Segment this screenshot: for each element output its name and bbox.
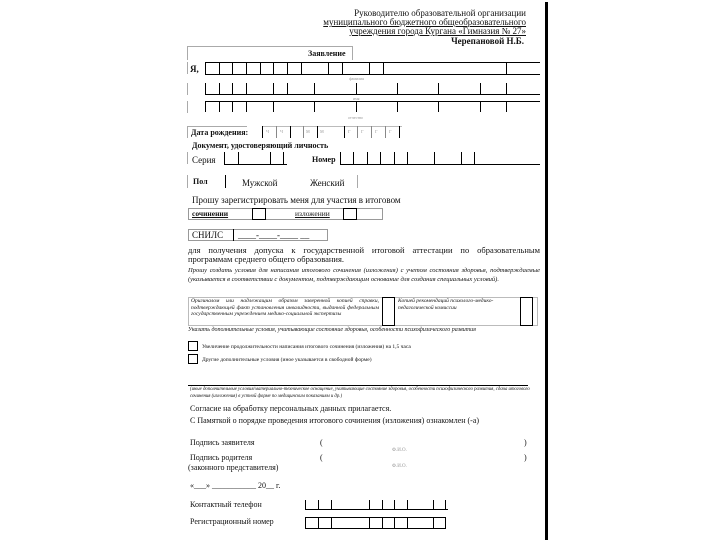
dob-label: Дата рождения: bbox=[191, 128, 249, 137]
condition-pmpk-recommendation: Копией рекомендаций психолого-медико-педагогической комиссии bbox=[398, 298, 494, 311]
footnote-text: (иные дополнительные условия/материально-техническое оснащение, учитывающие состояние здоровья, особенности психофизического развития, сдача итогового сочинения (изложения) в устной форме по медицинским показаниям и др.) bbox=[190, 387, 530, 399]
divider bbox=[187, 62, 188, 74]
dob-cell: г bbox=[389, 129, 392, 135]
fio-hint: Ф.И.О. bbox=[392, 464, 407, 469]
gender-female-option[interactable]: Женский bbox=[310, 178, 345, 188]
gender-label: Пол bbox=[193, 177, 208, 186]
addressee-line-3: учреждения города Кургана «Гимназия № 27» bbox=[349, 26, 526, 36]
date-line[interactable]: «___» ___________ 20__ г. bbox=[190, 481, 281, 490]
request-text: Прошу зарегистрировать меня для участия в итоговом bbox=[192, 195, 401, 205]
document-label: Документ, удостоверяющий личность bbox=[192, 141, 329, 150]
female-checkbox[interactable] bbox=[357, 175, 358, 188]
dob-cell: г bbox=[361, 129, 364, 135]
series-label: Серия bbox=[192, 155, 216, 165]
patronymic-hint: отчество bbox=[348, 115, 363, 120]
purpose-text: для получения допуска к государственной итоговой аттестации по образовательным программам среднего общего образования. bbox=[188, 245, 540, 264]
snils-label: СНИЛС bbox=[192, 230, 224, 240]
divider bbox=[187, 175, 188, 188]
applicant-prefix: Я, bbox=[190, 64, 199, 74]
name-hint: имя bbox=[353, 96, 360, 101]
option-essay-checkbox[interactable] bbox=[252, 208, 266, 220]
dob-cell: г bbox=[348, 129, 351, 135]
condition-pmpk-checkbox[interactable] bbox=[520, 297, 533, 326]
applicant-signature-field[interactable] bbox=[324, 446, 524, 447]
page-edge bbox=[545, 2, 548, 540]
paren-open: ( bbox=[320, 438, 323, 447]
divider bbox=[187, 46, 188, 60]
extended-time-label: Увеличение продолжительности написания итогового сочинения (изложения) на 1,5 часа bbox=[202, 344, 411, 350]
fio-hint: Ф.И.О. bbox=[392, 448, 407, 453]
parent-signature-label-2: (законного представителя) bbox=[188, 463, 279, 472]
dob-cell: ч bbox=[280, 129, 284, 135]
other-conditions-checkbox[interactable] bbox=[188, 354, 198, 364]
applicant-signature-label: Подпись заявителя bbox=[190, 438, 255, 447]
extended-time-checkbox[interactable] bbox=[188, 341, 198, 351]
number-label: Номер bbox=[312, 155, 336, 164]
consent-text: Согласие на обработку персональных данных прилагается. bbox=[190, 404, 392, 413]
condition-disability-certificate: Оригиналом или надлежащим образом заверенной копией справки, подтверждающей факт установления инвалидности, выданной федеральным государственным учреждением медико-социальной экспертизы bbox=[191, 298, 379, 317]
divider bbox=[187, 152, 188, 164]
condition-disability-checkbox[interactable] bbox=[382, 297, 395, 326]
additional-intro: Указать дополнительные условия, учитывающие состояние здоровья, особенности психофизического развития bbox=[188, 327, 476, 333]
divider bbox=[187, 126, 188, 138]
acknowledgement-text: С Памяткой о порядке проведения итогового сочинения (изложения) ознакомлен (-а) bbox=[190, 416, 480, 425]
surname-hint: фамилия bbox=[349, 76, 365, 81]
divider bbox=[187, 126, 247, 127]
male-checkbox[interactable] bbox=[225, 175, 226, 188]
parent-signature-label: Подпись родителя bbox=[190, 453, 253, 462]
other-conditions-label: Другие дополнительные условия (иное указывается в свободной форме) bbox=[202, 357, 372, 363]
option-statement-checkbox[interactable] bbox=[343, 208, 357, 220]
option-essay-label: сочинении bbox=[192, 209, 229, 218]
divider bbox=[187, 46, 352, 47]
reg-number-label: Регистрационный номер bbox=[190, 517, 274, 526]
addressee-name: Черепановой Н.Б. bbox=[451, 36, 524, 46]
form-title: Заявление bbox=[308, 49, 346, 58]
paren-close: ) bbox=[524, 453, 527, 462]
paren-open: ( bbox=[320, 453, 323, 462]
conditions-intro: Прошу создать условия для написания итогового сочинения (изложения) с учетом состояния здоровья, подтверждаемые (указывается в соответствии с документом, подтверждающим основание для создания специальных условий). bbox=[188, 267, 540, 283]
addressee-line-1: Руководителю образовательной организации bbox=[354, 8, 526, 18]
gender-male-option[interactable]: Мужской bbox=[242, 178, 278, 188]
contact-phone-label: Контактный телефон bbox=[190, 500, 262, 509]
divider bbox=[352, 46, 353, 60]
addressee-line-2: муниципального бюджетного общеобразовательного bbox=[323, 17, 526, 27]
parent-signature-field[interactable] bbox=[324, 461, 524, 462]
divider bbox=[233, 229, 234, 241]
dob-cell: м bbox=[320, 129, 324, 135]
paren-close: ) bbox=[524, 438, 527, 447]
dob-cell: ч bbox=[266, 129, 270, 135]
dob-cell: г bbox=[375, 129, 378, 135]
snils-input[interactable]: ____-____-____ __ bbox=[238, 230, 310, 240]
dob-cell: м bbox=[306, 129, 310, 135]
option-statement-label: изложении bbox=[295, 209, 330, 218]
